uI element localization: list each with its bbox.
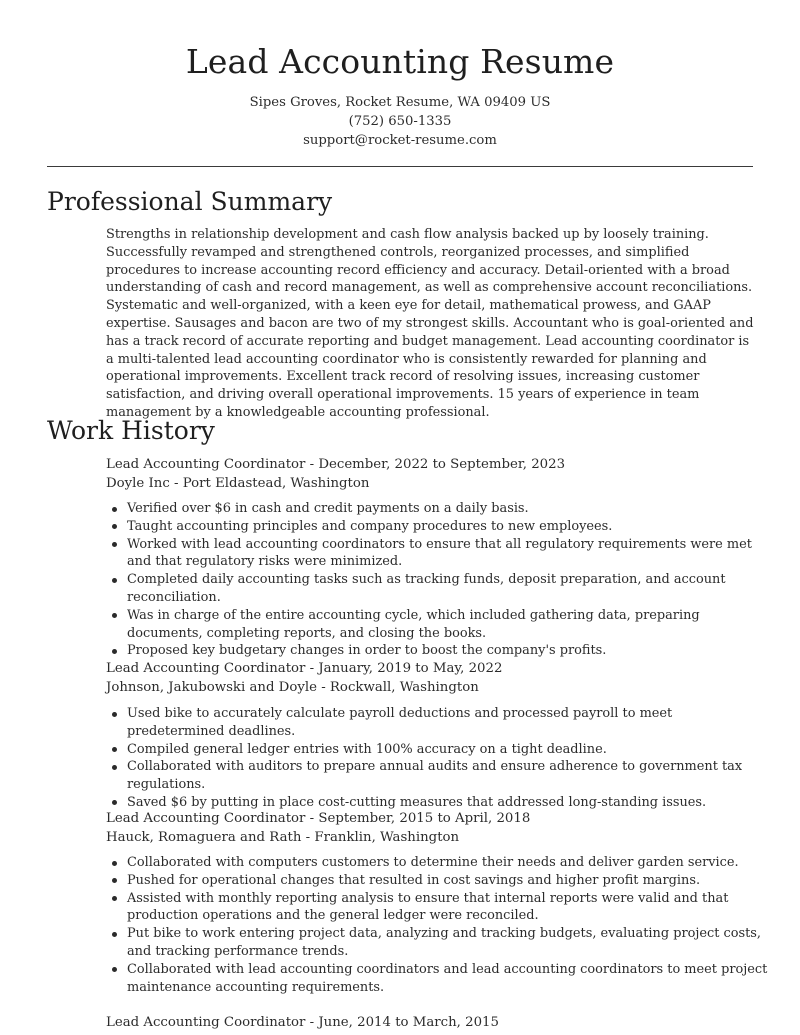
job-entry xyxy=(106,659,756,697)
resume-title: Lead Accounting Resume xyxy=(185,42,615,81)
bullet-item: Used bike to accurately calculate payroll deductions and processed payroll to meet predetermined deadlines. xyxy=(127,705,773,741)
job-bullets xyxy=(106,500,773,660)
job-entry xyxy=(106,455,756,493)
bullet-item: Taught accounting principles and company procedures to new employees. xyxy=(127,518,773,536)
bullet-item: Assisted with monthly reporting analysis to ensure that internal reports were valid and that production operations and the general ledger were reconciled. xyxy=(127,890,773,926)
job-role-dates: Lead Accounting Coordinator - December, 2022 to September, 2023 xyxy=(106,457,566,472)
bullet-item: Compiled general ledger entries with 100% accuracy on a tight deadline. xyxy=(127,741,773,759)
bullet-item: Put bike to work entering project data, analyzing and tracking budgets, evaluating project costs, and tracking performance trends. xyxy=(127,925,773,961)
bullet-item: Was in charge of the entire accounting cycle, which included gathering data, preparing documents, completing reports, and closing the books. xyxy=(127,607,773,643)
bullet-item: Collaborated with lead accounting coordinators and lead accounting coordinators to meet project maintenance accounting requirements. xyxy=(127,961,773,997)
job-entry xyxy=(106,809,756,847)
bullet-item: Pushed for operational changes that resulted in cost savings and higher profit margins. xyxy=(127,872,773,890)
contact-phone: (752) 650-1335 xyxy=(348,114,452,129)
bullet-item: Verified over $6 in cash and credit payments on a daily basis. xyxy=(127,500,773,518)
bullet-item: Saved $6 by putting in place cost-cutting measures that addressed long-standing issues. xyxy=(127,794,773,812)
summary-text: Strengths in relationship development and cash flow analysis backed up by loosely training. Successfully revamped and strengthened controls, reorganized processes, and simplified procedures to increase accounting record efficiency and accuracy. Detail-oriented with a broad understanding of cash and record management, as well as comprehensive account reconciliations. Systematic and well-organized, with a keen eye for detail, mathematical prowess, and GAAP expertise. Sausages and bacon are two of my strongest skills. Accountant who is goal-oriented and has a track record of accurate reporting and budget management. Lead accounting coordinator is a multi-talented lead accounting coordinator who is consistently rewarded for planning and operational improvements. Excellent track record of resolving issues, increasing customer satisfaction, and driving overall operational improvements. 15 years of experience in team management by a knowledgeable accounting professional. xyxy=(106,227,754,420)
job-entry xyxy=(106,1013,756,1032)
job-company-location: Hauck, Romaguera and Rath - Franklin, Washington xyxy=(106,830,460,845)
contact-email: support@rocket-resume.com xyxy=(303,133,497,148)
job-bullets xyxy=(106,854,773,996)
job-role-dates: Lead Accounting Coordinator - September, 2015 to April, 2018 xyxy=(106,811,531,826)
job-company-location: Johnson, Jakubowski and Doyle - Rockwall, Washington xyxy=(106,680,479,695)
bullet-item: Collaborated with computers customers to determine their needs and deliver garden service. xyxy=(127,854,773,872)
job-bullets xyxy=(106,705,773,812)
bullet-item: Collaborated with auditors to prepare annual audits and ensure adherence to government tax regulations. xyxy=(127,758,773,794)
work-history-heading: Work History xyxy=(47,416,215,445)
contact-address: Sipes Groves, Rocket Resume, WA 09409 US xyxy=(249,95,551,110)
bullet-item: Proposed key budgetary changes in order to boost the company's profits. xyxy=(127,642,773,660)
job-role-dates: Lead Accounting Coordinator - June, 2014 to March, 2015 xyxy=(106,1015,499,1030)
header-divider xyxy=(47,166,753,167)
job-role-dates: Lead Accounting Coordinator - January, 2019 to May, 2022 xyxy=(106,661,503,676)
job-company-location: Doyle Inc - Port Eldastead, Washington xyxy=(106,476,370,491)
bullet-item: Completed daily accounting tasks such as tracking funds, deposit preparation, and account reconciliation. xyxy=(127,571,773,607)
bullet-item: Worked with lead accounting coordinators to ensure that all regulatory requirements were met and that regulatory risks were minimized. xyxy=(127,536,773,572)
summary-heading: Professional Summary xyxy=(47,187,333,216)
